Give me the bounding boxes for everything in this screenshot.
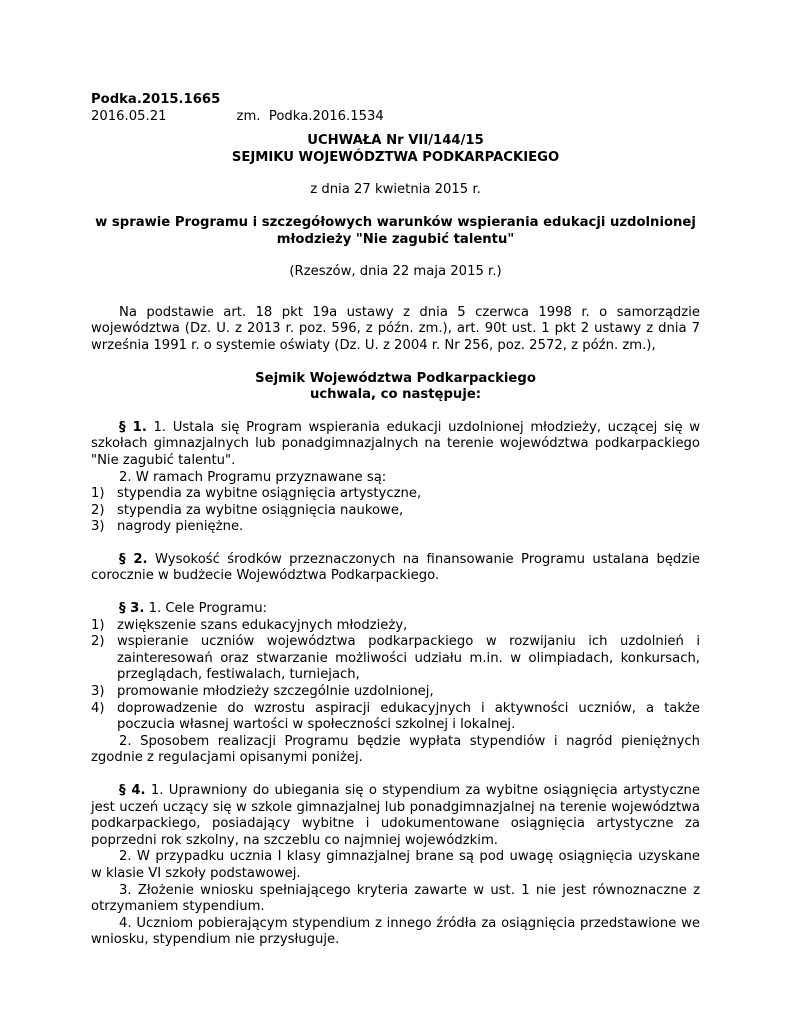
list-item: 1) zwiększenie szans edukacyjnych młodzieży, xyxy=(91,617,408,633)
section-4-paragraph-2: 2. W przypadku ucznia I klasy gimnazjalnej brane są pod uwagę osiągnięcia uzyskane w klasie VI szkoły podstawowej. xyxy=(91,849,700,881)
list-item: 2) wspieranie uczniów województwa podkarpackiego w rozwijaniu ich uzdolnień i zainteresowań oraz stwarzanie możliwości udziału m.in. w olimpiadach, konkursach, przeglądach, festiwalach, turniejach, xyxy=(91,634,700,683)
list-item: 1) stypendia za wybitne osiągnięcia artystyczne, xyxy=(91,486,422,502)
document-date: 2016.05.21 xyxy=(91,108,167,124)
section-3-paragraph-1 xyxy=(91,601,700,618)
list-item: 3) promowanie młodzieży szczególnie uzdolnionej, xyxy=(91,684,434,700)
resolves-heading: Sejmik Województwa Podkarpackiego xyxy=(255,370,536,386)
resolution-title: UCHWAŁA Nr VII/144/15 xyxy=(307,133,484,149)
section-3-paragraph-2: 2. Sposobem realizacji Programu będzie wypłata stypendiów i nagród pieniężnych zgodnie z regulacjami opisanymi poniżej. xyxy=(91,733,700,766)
section-2-mark: § 2. xyxy=(119,551,148,567)
list-item: 4) doprowadzenie do wzrostu aspiracji edukacyjnych i aktywności uczniów, a także poczucia własnej wartości w społeczności szkolnej i lokalnej. xyxy=(91,700,700,733)
preamble: Na podstawie art. 18 pkt 19a ustawy z dnia 5 czerwca 1998 r. o samorządzie województwa (Dz. U. z 2013 r. poz. 596, z późn. zm.), art. 90t ust. 1 pkt 2 ustawy z dnia 7 września 1991 r. o systemie oświaty (Dz. U. z 2004 r. Nr 256, poz. 2572, z późn. zm.), xyxy=(91,304,700,353)
section-4-paragraph-3: 3. Złożenie wniosku spełniającego kryteria zawarte w ust. 1 nie jest równoznaczne z otrzymaniem stypendium. xyxy=(91,882,700,915)
section-1-paragraph-2: 2. W ramach Programu przyznawane są: xyxy=(119,469,387,485)
amendment-label: zm. xyxy=(236,108,261,124)
list-item: 3) nagrody pieniężne. xyxy=(91,519,244,535)
resolution-subject: w sprawie Programu i szczegółowych warunków wspierania edukacji uzdolnionej młodzieży "Nie zagubić talentu" xyxy=(95,214,696,247)
section-4-paragraph-1 xyxy=(91,783,700,849)
resolution-issuer: SEJMIKU WOJEWÓDZTWA PODKARPACKIEGO xyxy=(231,149,560,165)
section-4-mark: § 4. xyxy=(119,783,146,798)
resolves-subheading: uchwala, co następuje: xyxy=(309,387,482,403)
section-3-text-1: 1. Cele Programu: xyxy=(148,601,268,617)
section-4-text-1: 1. Uprawniony do ubiegania się o stypendium za wybitne osiągnięcia artystyczne jest uczeń uczący się w szkole gimnazjalnej lub ponadgimnazjalnej na terenie województwa podkarpackiego, posiadający wybitne i udokumentowane osiągnięcia artystyczne za poprzedni rok szkolny, na szczeblu co najmniej wojewódzkim. xyxy=(91,783,700,848)
section-2-paragraph-1 xyxy=(91,552,700,585)
document-meta xyxy=(91,109,700,126)
section-3-mark: § 3. xyxy=(119,601,145,617)
section-4-paragraph-4: 4. Uczniom pobierającym stypendium z innego źródła za osiągnięcia przedstawione we wniosku, stypendium nie przysługuje. xyxy=(91,915,700,948)
document-ref: Podka.2015.1665 xyxy=(91,92,221,107)
publication-note: (Rzeszów, dnia 22 maja 2015 r.) xyxy=(289,264,502,280)
section-2-text-1: Wysokość środków przeznaczonych na finansowanie Programu ustalana będzie corocznie w budżecie Województwa Podkarpackiego. xyxy=(91,551,700,584)
section-1-text-1: 1. Ustala się Program wspierania edukacji uzdolnionej młodzieży, uczącej się w szkołach gimnazjalnych lub ponadgimnazjalnych na terenie województwa podkarpackiego "Nie zagubić talentu". xyxy=(91,419,700,468)
amendment-ref: Podka.2016.1534 xyxy=(268,108,384,124)
document-page xyxy=(91,92,700,949)
section-1-paragraph-1 xyxy=(91,420,700,470)
section-1-mark: § 1. xyxy=(119,419,147,435)
resolution-date: z dnia 27 kwietnia 2015 r. xyxy=(310,182,481,198)
list-item: 2) stypendia za wybitne osiągnięcia naukowe, xyxy=(91,502,404,518)
